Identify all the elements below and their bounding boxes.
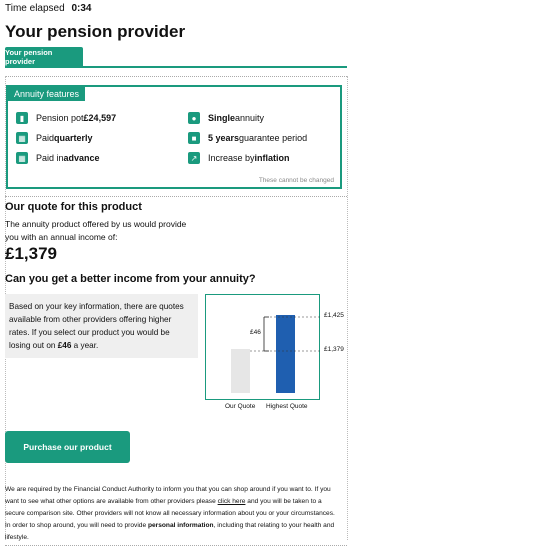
pot-icon: ▮ (16, 112, 28, 124)
feature-value: advance (63, 153, 100, 163)
calendar-icon: ▦ (16, 152, 28, 164)
tab-your-pension-provider[interactable]: Your pension provider (5, 47, 83, 67)
feature-value: Single (208, 113, 236, 123)
quote-heading: Our quote for this product (5, 201, 142, 213)
disclaimer-line: lifestyle. (5, 534, 29, 541)
feature-value: £24,597 (83, 113, 117, 123)
better-income-heading: Can you get a better income from your annuity? (5, 273, 256, 285)
feature-text: Paid in (36, 153, 64, 163)
disclaimer-line: secure comparison site. Other providers will not know all necessary information about you or your circumstances. (5, 510, 335, 517)
feature-frequency (16, 132, 93, 144)
time-elapsed-label: Time elapsed (5, 3, 65, 14)
feature-text: guarantee period (239, 133, 308, 143)
comparison-link[interactable]: click here (217, 498, 246, 505)
disclaimer-text: In order to shop around, you will need to provide (5, 522, 148, 529)
difference-bracket (206, 295, 321, 401)
info-line: rates. If you select our product you would be (9, 328, 170, 337)
category-label-our-quote: Our Quote (225, 403, 256, 410)
tick-label-high: £1,425 (324, 312, 344, 319)
info-line: losing out on (9, 341, 58, 350)
fca-disclaimer (5, 484, 350, 544)
disclaimer-line (5, 520, 350, 532)
time-elapsed-value: 0:34 (71, 3, 92, 14)
trend-icon: ↗ (188, 152, 200, 164)
feature-text: Pension pot (36, 113, 84, 123)
feature-increase (188, 152, 290, 164)
divider (5, 76, 347, 77)
disclaimer-bold: personal information (147, 522, 214, 529)
feature-text: Paid (36, 133, 55, 143)
quote-comparison-chart (205, 294, 320, 400)
features-note: These cannot be changed (258, 177, 334, 184)
feature-pension-pot (16, 112, 116, 124)
calendar-icon: ▦ (16, 132, 28, 144)
disclaimer-text: want to see what other options are available from other providers please (5, 498, 218, 505)
loss-amount: £46 (57, 341, 72, 350)
purchase-button[interactable]: Purchase our product (5, 431, 130, 463)
lock-icon: ■ (188, 132, 200, 144)
divider (5, 545, 347, 546)
disclaimer-line (5, 496, 350, 508)
page-title: Your pension provider (5, 22, 186, 41)
disclaimer-line: We are required by the Financial Conduct Authority to inform you that you can shop around if you want to. If you (5, 486, 331, 493)
quote-amount: £1,379 (5, 244, 57, 263)
divider (5, 196, 347, 197)
difference-label: £46 (250, 329, 261, 336)
disclaimer-text: and you will be taken to a (245, 498, 322, 505)
quote-text-line: you with an annual income of: (5, 232, 118, 242)
quote-text-line: The annuity product offered by us would provide (5, 219, 187, 229)
info-line: a year. (71, 341, 99, 350)
feature-value: 5 years (208, 133, 240, 143)
feature-annuity-type (188, 112, 264, 124)
disclaimer-text: , including that relating to your health and (213, 522, 335, 529)
person-icon: ● (188, 112, 200, 124)
info-line: available from other providers offering higher (9, 315, 172, 324)
feature-value: inflation (254, 153, 290, 163)
annuity-features-box (6, 85, 342, 189)
tick-label-low: £1,379 (324, 346, 344, 353)
right-border (347, 76, 348, 540)
info-line: Based on your key information, there are quotes (9, 302, 184, 311)
feature-text: Increase by (208, 153, 255, 163)
annuity-features-heading: Annuity features (8, 87, 85, 101)
feature-text: annuity (235, 113, 265, 123)
time-elapsed (5, 3, 91, 14)
feature-timing (16, 152, 100, 164)
quote-text (5, 218, 186, 244)
category-label-highest-quote: Highest Quote (266, 403, 308, 410)
feature-value: quarterly (54, 133, 93, 143)
feature-guarantee (188, 132, 307, 144)
comparison-info-box (5, 294, 198, 358)
tab-underline (5, 66, 347, 68)
